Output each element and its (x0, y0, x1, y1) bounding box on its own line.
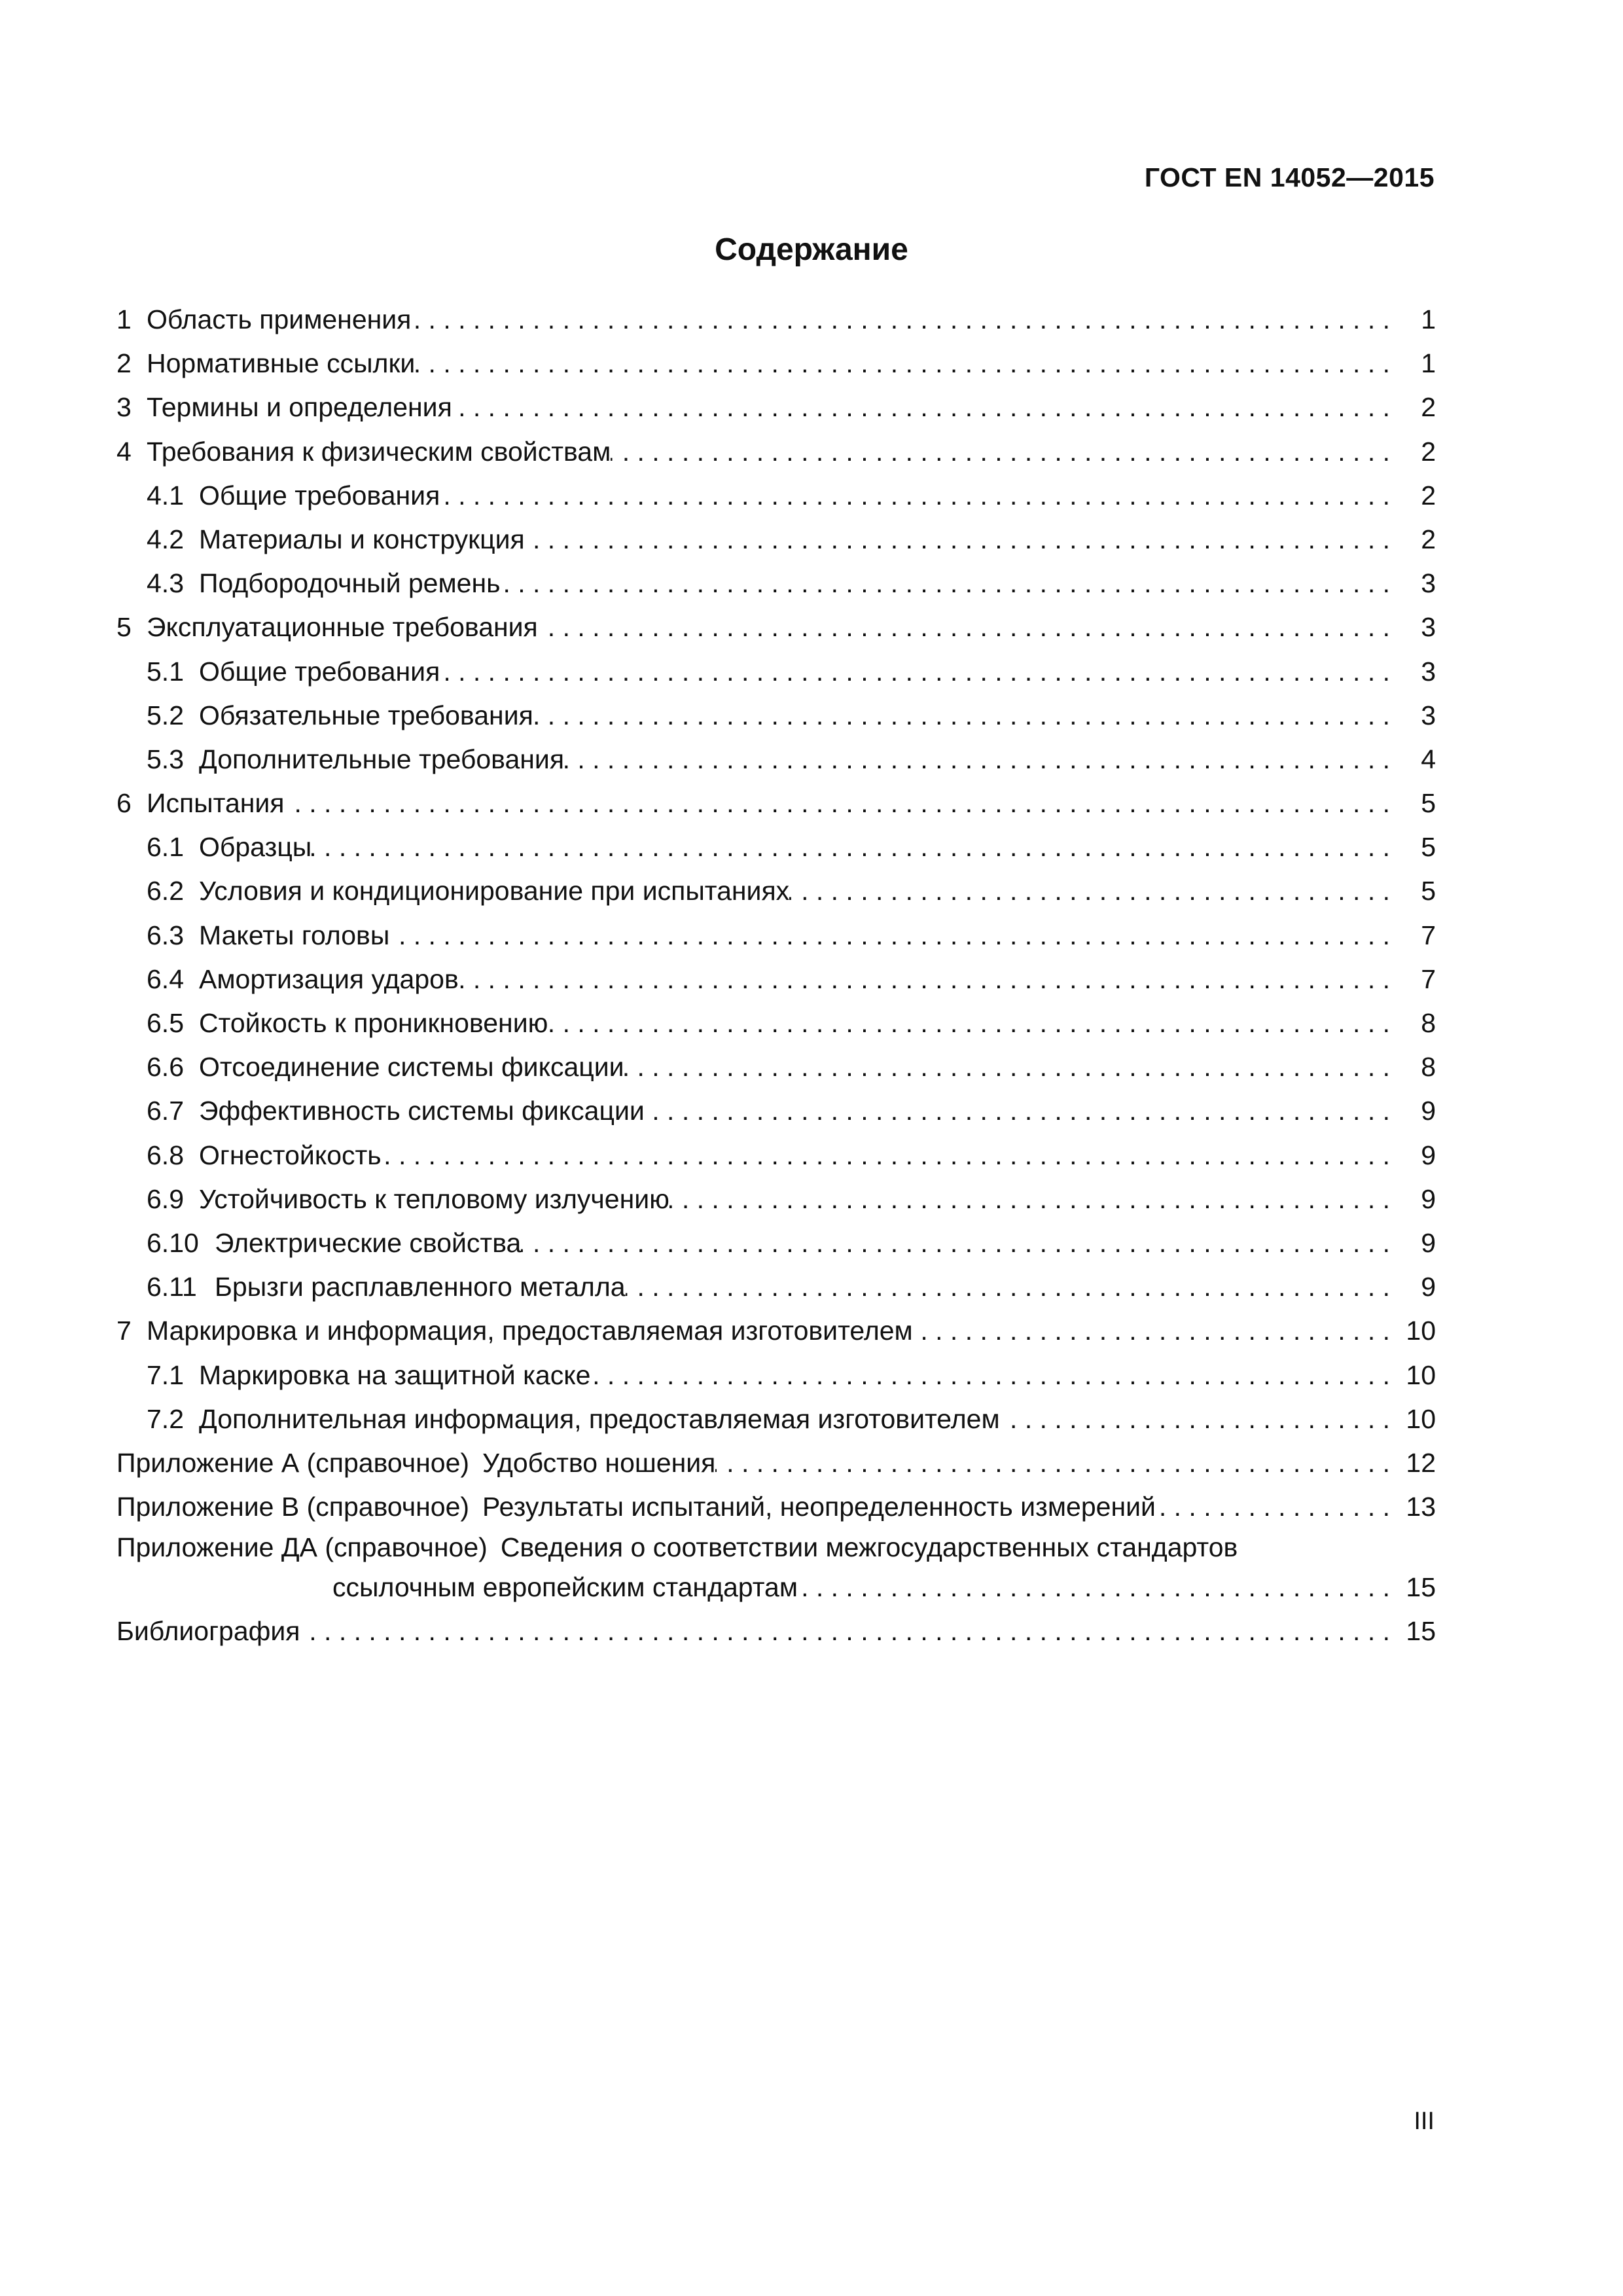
toc-entry[interactable] (116, 869, 1436, 913)
toc-entry-title: Огнестойкость (199, 1139, 382, 1170)
toc-entry-number: 4 (116, 436, 132, 467)
toc-entry-title: Испытания (147, 788, 285, 819)
toc-entry-title: Отсоединение системы фиксации (199, 1052, 624, 1083)
toc-entry-page: 9 (1421, 1227, 1436, 1258)
toc-entry[interactable] (116, 342, 1436, 386)
dot-leader (1156, 1485, 1390, 1529)
dot-leader (452, 386, 1390, 429)
toc-entry-title: Общие требования (199, 480, 440, 511)
dot-leader (300, 1609, 1390, 1653)
toc-entry-page: 9 (1421, 1272, 1436, 1302)
toc-entry-page: 7 (1421, 920, 1436, 950)
toc-entry-title: Результаты испытаний, неопределенность измерений (482, 1492, 1156, 1522)
dot-leader (548, 1001, 1390, 1045)
toc-entry[interactable] (116, 1045, 1436, 1089)
dot-leader (798, 1566, 1390, 1609)
toc-entry-page: 10 (1406, 1359, 1436, 1390)
toc-entry-title: Брызги расплавленного металла (215, 1272, 626, 1302)
toc-entry-title: Электрические свойства (215, 1227, 522, 1258)
dot-leader (415, 342, 1390, 386)
toc-entry-number: 5.2 (147, 700, 184, 730)
toc-entry[interactable] (116, 386, 1436, 429)
dot-leader (789, 869, 1390, 913)
toc-entry-number: 4.3 (147, 568, 184, 599)
toc-entry-title: Образцы (199, 832, 312, 863)
toc-entry-page: 1 (1421, 348, 1436, 379)
toc-entry[interactable] (116, 958, 1436, 1001)
table-of-contents (116, 298, 1436, 1654)
dot-leader (715, 1441, 1390, 1485)
toc-entry[interactable] (116, 1001, 1436, 1045)
dot-leader (389, 914, 1390, 958)
toc-entry-number: 6.9 (147, 1183, 184, 1214)
toc-entry-title: Амортизация ударов (199, 963, 459, 994)
toc-entry-number: 6.3 (147, 920, 184, 950)
dot-leader (626, 1265, 1390, 1309)
toc-entry[interactable] (116, 1265, 1436, 1309)
toc-entry-appendix[interactable] (116, 1441, 1436, 1485)
toc-entry[interactable] (116, 605, 1436, 649)
dot-leader (521, 1221, 1390, 1265)
toc-entry[interactable] (116, 562, 1436, 605)
toc-entry-page: 2 (1421, 436, 1436, 467)
toc-entry-number: 4.1 (147, 480, 184, 511)
toc-entry-title: Дополнительная информация, предоставляемая изготовителем (199, 1403, 1000, 1434)
toc-entry-number: 7.1 (147, 1359, 184, 1390)
dot-leader (440, 650, 1390, 694)
dot-leader (538, 605, 1390, 649)
toc-title: Содержание (715, 232, 908, 267)
toc-entry-number: Приложение ДА (справочное) (116, 1532, 488, 1563)
toc-entry[interactable] (116, 694, 1436, 738)
toc-entry-number: 5 (116, 612, 132, 643)
toc-entry-title: Библиография (116, 1616, 300, 1647)
toc-entry-page: 5 (1421, 832, 1436, 863)
toc-entry[interactable] (116, 650, 1436, 694)
toc-entry-page: 3 (1421, 612, 1436, 643)
document-code: ГОСТ EN 14052—2015 (1144, 162, 1435, 192)
toc-entry-page: 8 (1421, 1052, 1436, 1083)
dot-leader (590, 1354, 1390, 1397)
toc-entry-page: 5 (1421, 876, 1436, 906)
toc-entry[interactable] (116, 825, 1436, 869)
toc-entry-title: Маркировка на защитной каске (199, 1359, 591, 1390)
toc-entry-title: Устойчивость к тепловому излучению (199, 1183, 669, 1214)
toc-entry-appendix[interactable] (116, 1485, 1436, 1529)
toc-entry-number: 6.4 (147, 963, 184, 994)
dot-leader (285, 781, 1390, 825)
toc-entry-number: 4.2 (147, 524, 184, 554)
toc-entry-title: Требования к физическим свойствам (147, 436, 611, 467)
toc-entry-page: 8 (1421, 1008, 1436, 1038)
toc-entry-page: 1 (1421, 304, 1436, 334)
toc-entry-number: 7 (116, 1316, 132, 1346)
toc-entry-number: 6.5 (147, 1008, 184, 1038)
toc-entry-number: Приложение А (справочное) (116, 1447, 470, 1478)
dot-leader (382, 1134, 1390, 1177)
toc-entry-title: Общие требования (199, 656, 440, 687)
toc-entry-title: Сведения о соответствии межгосударственных стандартов (500, 1532, 1238, 1563)
toc-entry-title: Эксплуатационные требования (147, 612, 538, 643)
toc-entry[interactable] (116, 738, 1436, 781)
toc-entry-number: 6.7 (147, 1096, 184, 1126)
toc-entry-page: 4 (1421, 744, 1436, 774)
toc-entry[interactable] (116, 1397, 1436, 1441)
toc-entry-number: Приложение В (справочное) (116, 1492, 470, 1522)
toc-entry-page: 9 (1421, 1096, 1436, 1126)
dot-leader (611, 430, 1390, 474)
toc-entry-number: 1 (116, 304, 132, 334)
toc-entry-page: 7 (1421, 963, 1436, 994)
toc-entry-page: 2 (1421, 524, 1436, 554)
toc-entry-number: 6.11 (147, 1272, 197, 1302)
dot-leader (440, 474, 1390, 518)
toc-entry[interactable] (116, 781, 1436, 825)
dot-leader (500, 562, 1390, 605)
toc-entry-page: 15 (1406, 1572, 1436, 1603)
toc-entry-page: 9 (1421, 1139, 1436, 1170)
toc-entry-title: Дополнительные требования (199, 744, 565, 774)
dot-leader (645, 1089, 1390, 1133)
toc-entry-title: Макеты головы (199, 920, 390, 950)
toc-entry-bibliography[interactable] (116, 1609, 1436, 1653)
toc-entry-title: Эффективность системы фиксации (199, 1096, 645, 1126)
toc-entry-number: 6.10 (147, 1227, 199, 1258)
toc-entry-number: 7.2 (147, 1403, 184, 1434)
dot-leader (459, 958, 1390, 1001)
toc-entry-page: 3 (1421, 568, 1436, 599)
toc-entry-number: 6.8 (147, 1139, 184, 1170)
toc-entry-title: Маркировка и информация, предоставляемая изготовителем (147, 1316, 913, 1346)
toc-entry-number: 2 (116, 348, 132, 379)
dot-leader (1000, 1397, 1390, 1441)
toc-entry-title: Термины и определения (147, 392, 452, 423)
dot-leader (913, 1309, 1390, 1353)
toc-entry-page: 2 (1421, 480, 1436, 511)
toc-entry[interactable] (116, 298, 1436, 342)
toc-entry-page: 2 (1421, 392, 1436, 423)
dot-leader (533, 694, 1390, 738)
toc-entry-title: Область применения (147, 304, 412, 334)
dot-leader (669, 1177, 1390, 1221)
toc-entry[interactable] (116, 430, 1436, 474)
toc-entry-continuation[interactable] (116, 1566, 1436, 1609)
toc-entry-number: 6.6 (147, 1052, 184, 1083)
toc-entry[interactable] (116, 474, 1436, 518)
toc-entry[interactable] (116, 1354, 1436, 1397)
page-number: III (1414, 2108, 1435, 2135)
toc-entry-title: Нормативные ссылки (147, 348, 416, 379)
toc-entry-page: 10 (1406, 1316, 1436, 1346)
toc-entry-page: 9 (1421, 1183, 1436, 1214)
toc-entry-page: 12 (1406, 1447, 1436, 1478)
toc-entry-page: 10 (1406, 1403, 1436, 1434)
toc-entry-page: 15 (1406, 1616, 1436, 1647)
dot-leader (525, 518, 1390, 562)
dot-leader (624, 1045, 1390, 1089)
toc-entry-number: 6.1 (147, 832, 184, 863)
toc-entry-number: 5.3 (147, 744, 184, 774)
toc-entry[interactable] (116, 518, 1436, 562)
toc-entry-page: 3 (1421, 656, 1436, 687)
dot-leader (564, 738, 1390, 781)
toc-entry-page: 5 (1421, 788, 1436, 819)
toc-entry-appendix[interactable] (116, 1529, 1436, 1566)
toc-entry-number: 5.1 (147, 656, 184, 687)
toc-entry-title: Обязательные требования (199, 700, 533, 730)
toc-entry-number: 6.2 (147, 876, 184, 906)
toc-entry[interactable] (116, 1089, 1436, 1133)
toc-entry[interactable] (116, 1177, 1436, 1221)
toc-entry-title: Условия и кондиционирование при испытаниях (199, 876, 790, 906)
toc-entry-title-continuation: ссылочным европейским стандартам (332, 1572, 798, 1603)
dot-leader (411, 298, 1390, 342)
toc-entry-title: Подбородочный ремень (199, 568, 501, 599)
toc-entry-number: 6 (116, 788, 132, 819)
toc-entry-title: Материалы и конструкция (199, 524, 525, 554)
toc-entry-number: 3 (116, 392, 132, 423)
toc-entry-title: Стойкость к проникновению (199, 1008, 548, 1038)
toc-entry[interactable] (116, 1221, 1436, 1265)
dot-leader (312, 825, 1390, 869)
toc-entry[interactable] (116, 1309, 1436, 1353)
toc-entry-page: 3 (1421, 700, 1436, 730)
toc-entry[interactable] (116, 1134, 1436, 1177)
toc-entry-page: 13 (1406, 1492, 1436, 1522)
toc-entry[interactable] (116, 914, 1436, 958)
toc-entry-title: Удобство ношения (482, 1447, 716, 1478)
